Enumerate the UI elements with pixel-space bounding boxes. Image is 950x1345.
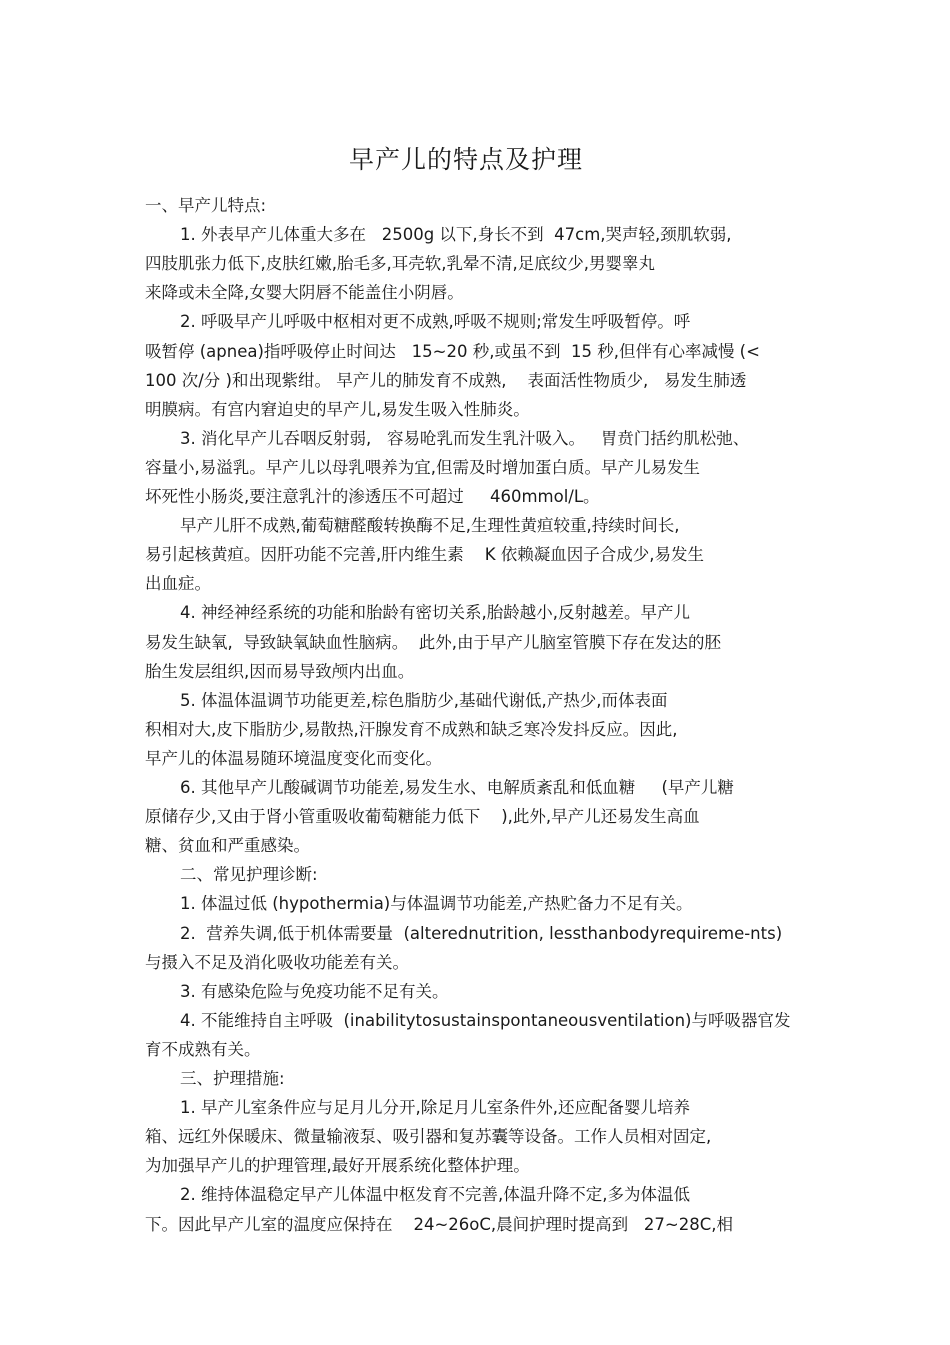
text-line: 来降或未全降,女婴大阴唇不能盖住小阴唇。 — [145, 283, 464, 302]
text-line: 易发生缺氧, 导致缺氧缺血性脑病。 此外,由于早产儿脑室管膜下存在发达的胚 — [145, 633, 721, 652]
text-line: 为加强早产儿的护理管理,最好开展系统化整体护理。 — [145, 1156, 530, 1175]
text-line: 育不成熟有关。 — [145, 1040, 261, 1059]
text-line: 三、护理措施: — [180, 1069, 285, 1088]
text-line: 与摄入不足及消化吸收功能差有关。 — [145, 953, 409, 972]
text-line: 容量小,易溢乳。早产儿以母乳喂养为宜,但需及时增加蛋白质。早产儿易发生 — [145, 458, 700, 477]
text-line: 四肢肌张力低下,皮肤红嫩,胎毛多,耳壳软,乳晕不清,足底纹少,男婴睾丸 — [145, 254, 655, 273]
text-line: 积相对大,皮下脂肪少,易散热,汗腺发育不成熟和缺乏寒冷发抖反应。因此, — [145, 720, 678, 739]
text-line: 1. 体温过低 (hypothermia)与体温调节功能差,产热贮备力不足有关。 — [180, 894, 693, 913]
text-line: 2. 营养失调,低于机体需要量 (alterednutrition, lessthanbodyrequireme-nts) — [180, 924, 783, 943]
text-line: 1. 外表早产儿体重大多在 2500g 以下,身长不到 47cm,哭声轻,颈肌软弱, — [180, 225, 732, 244]
text-line: 4. 神经神经系统的功能和胎龄有密切关系,胎龄越小,反射越差。早产儿 — [180, 603, 690, 622]
text-line: 坏死性小肠炎,要注意乳汁的渗透压不可超过 460mmol/L。 — [145, 487, 600, 506]
text-line: 吸暂停 (apnea)指呼吸停止时间达 15~20 秒,或虽不到 15 秒,但伴有心率减慢 (< — [145, 342, 760, 361]
text-line: 早产儿的体温易随环境温度变化而变化。 — [145, 749, 442, 768]
text-line: 胎生发层组织,因而易导致颅内出血。 — [145, 662, 415, 681]
text-line: 出血症。 — [145, 574, 211, 593]
text-line: 明膜病。有宫内窘迫史的早产儿,易发生吸入性肺炎。 — [145, 400, 530, 419]
text-line: 箱、远红外保暖床、微量输液泵、吸引器和复苏囊等设备。工作人员相对固定, — [145, 1127, 712, 1146]
text-line: 100 次/分 )和出现紫绀。 早产儿的肺发育不成熟, 表面活性物质少, 易发生肺透 — [145, 371, 747, 390]
text-line: 二、常见护理诊断: — [180, 865, 318, 884]
text-line: 糖、贫血和严重感染。 — [145, 836, 310, 855]
text-line: 6. 其他早产儿酸碱调节功能差,易发生水、电解质紊乱和低血糖 (早产儿糖 — [180, 778, 734, 797]
text-line: 2. 呼吸早产儿呼吸中枢相对更不成熟,呼吸不规则;常发生呼吸暂停。呼 — [180, 312, 691, 331]
text-line: 3. 有感染危险与免疫功能不足有关。 — [180, 982, 449, 1001]
text-line: 1. 早产儿室条件应与足月儿分开,除足月儿室条件外,还应配备婴儿培养 — [180, 1098, 690, 1117]
text-line: 一、早产儿特点: — [145, 196, 267, 215]
text-line: 原储存少,又由于肾小管重吸收葡萄糖能力低下 ),此外,早产儿还易发生高血 — [145, 807, 700, 826]
text-line: 早产儿肝不成熟,葡萄糖醛酸转换酶不足,生理性黄疸较重,持续时间长, — [180, 516, 680, 535]
text-line: 4. 不能维持自主呼吸 (inabilitytosustainspontaneousventilation)与呼吸器官发 — [180, 1011, 791, 1030]
text-line: 3. 消化早产儿吞咽反射弱, 容易呛乳而发生乳汁吸入。 胃贲门括约肌松弛、 — [180, 429, 750, 448]
text-line: 易引起核黄疸。因肝功能不完善,肝内维生素 K 依赖凝血因子合成少,易发生 — [145, 545, 705, 564]
document-title: 早产儿的特点及护理 — [348, 145, 583, 174]
text-line: 5. 体温体温调节功能更差,棕色脂肪少,基础代谢低,产热少,而体表面 — [180, 691, 668, 710]
text-line: 下。因此早产儿室的温度应保持在 24~26oC,晨间护理时提高到 27~28C,相 — [145, 1215, 733, 1234]
text-line: 2. 维持体温稳定早产儿体温中枢发育不完善,体温升降不定,多为体温低 — [180, 1185, 690, 1204]
